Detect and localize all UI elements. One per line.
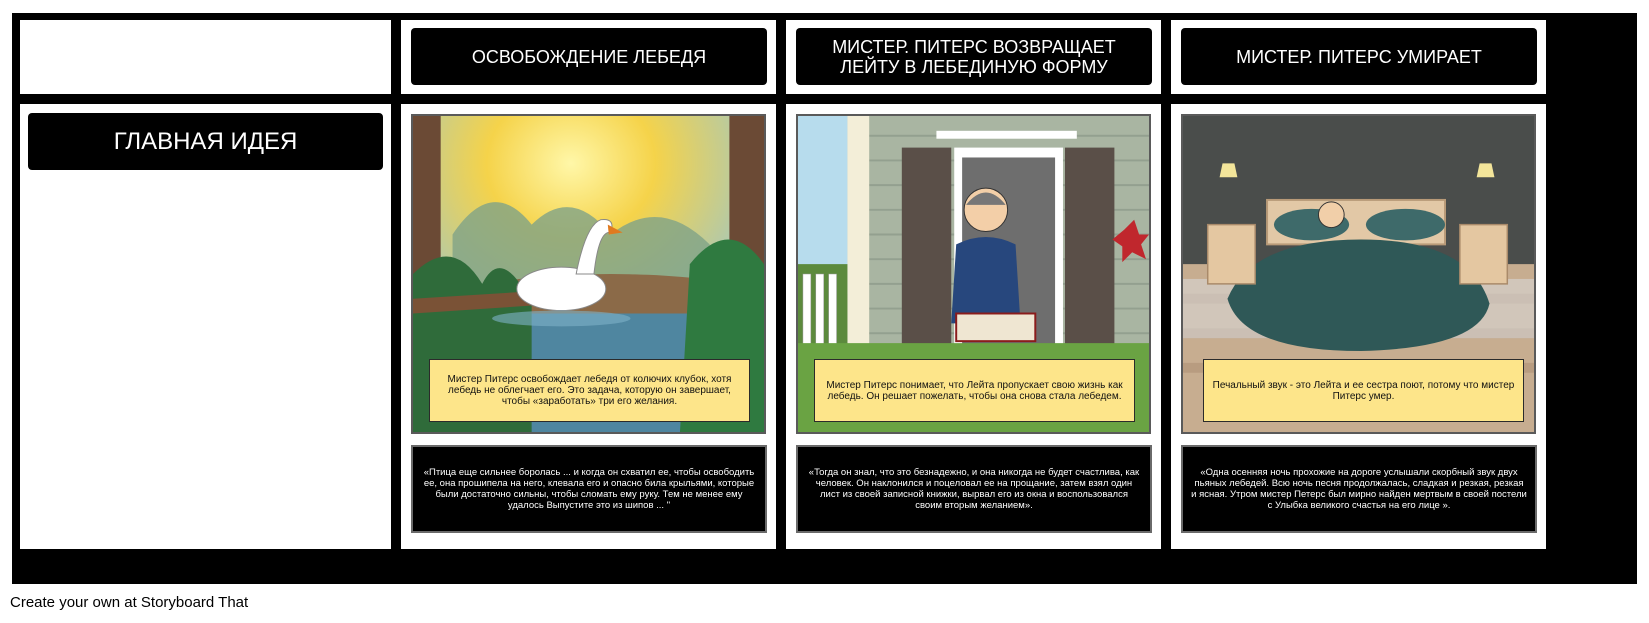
quote-box: «Птица еще сильнее боролась ... и когда он схватил ее, чтобы освободить ее, она прошипела на него, клевала его и опасно била крыльями, которые были достаточно сильны, чтобы сломать ему руку. Тем не менее ему удалось Выпустите это из шипов ... " — [411, 445, 767, 533]
column-2-title: МИСТЕР. ПИТЕРС ВОЗВРАЩАЕТ ЛЕЙТУ В ЛЕБЕДИНУЮ ФОРМУ — [796, 28, 1152, 85]
column-2-header-cell — [786, 20, 1161, 94]
scene-caption: Печальный звук - это Лейта и ее сестра поют, потому что мистер Питерс умер. — [1203, 359, 1524, 422]
scene-caption: Мистер Питерс понимает, что Лейта пропускает свою жизнь как лебедь. Он решает пожелать, чтобы она снова стала лебедем. — [814, 359, 1135, 422]
main-idea-cell — [20, 104, 391, 549]
scene-window-wish — [796, 114, 1151, 434]
quote-box: «Одна осенняя ночь прохожие на дороге услышали скорбный звук двух пьяных лебедей. Всю ночь песня продолжалась, сладкая и резкая, резкая и ясная. Утром мистер Петерс был мирно найден мертвым в своей постели с Улыбка великого счастья на его лице ». — [1181, 445, 1537, 533]
scene-swan-pond — [411, 114, 766, 434]
column-1-title: ОСВОБОЖДЕНИЕ ЛЕБЕДЯ — [411, 28, 767, 85]
storyboard-grid — [12, 13, 1637, 584]
column-3-title: МИСТЕР. ПИТЕРС УМИРАЕТ — [1181, 28, 1537, 85]
column-1-body-cell — [401, 104, 776, 549]
column-3-header-cell — [1171, 20, 1546, 94]
corner-cell — [20, 20, 391, 94]
scene-caption: Мистер Питерс освобождает лебедя от колючих клубок, хотя лебедь не облегчает его. Это задача, которую он завершает, чтобы «заработать» три его желания. — [429, 359, 750, 422]
column-2-body-cell — [786, 104, 1161, 549]
scene-bedroom — [1181, 114, 1536, 434]
quote-box: «Тогда он знал, что это безнадежно, и она никогда не будет счастлива, как человек. Он наклонился и поцеловал ее на прощание, затем взял один лист из своей записной книжки, вырвал его из окна и воспользовался своим вторым желанием». — [796, 445, 1152, 533]
storyboard-that-credit[interactable]: Create your own at Storyboard That — [10, 594, 249, 611]
main-idea-label: ГЛАВНАЯ ИДЕЯ — [28, 113, 383, 170]
column-3-body-cell — [1171, 104, 1546, 549]
column-1-header-cell — [401, 20, 776, 94]
